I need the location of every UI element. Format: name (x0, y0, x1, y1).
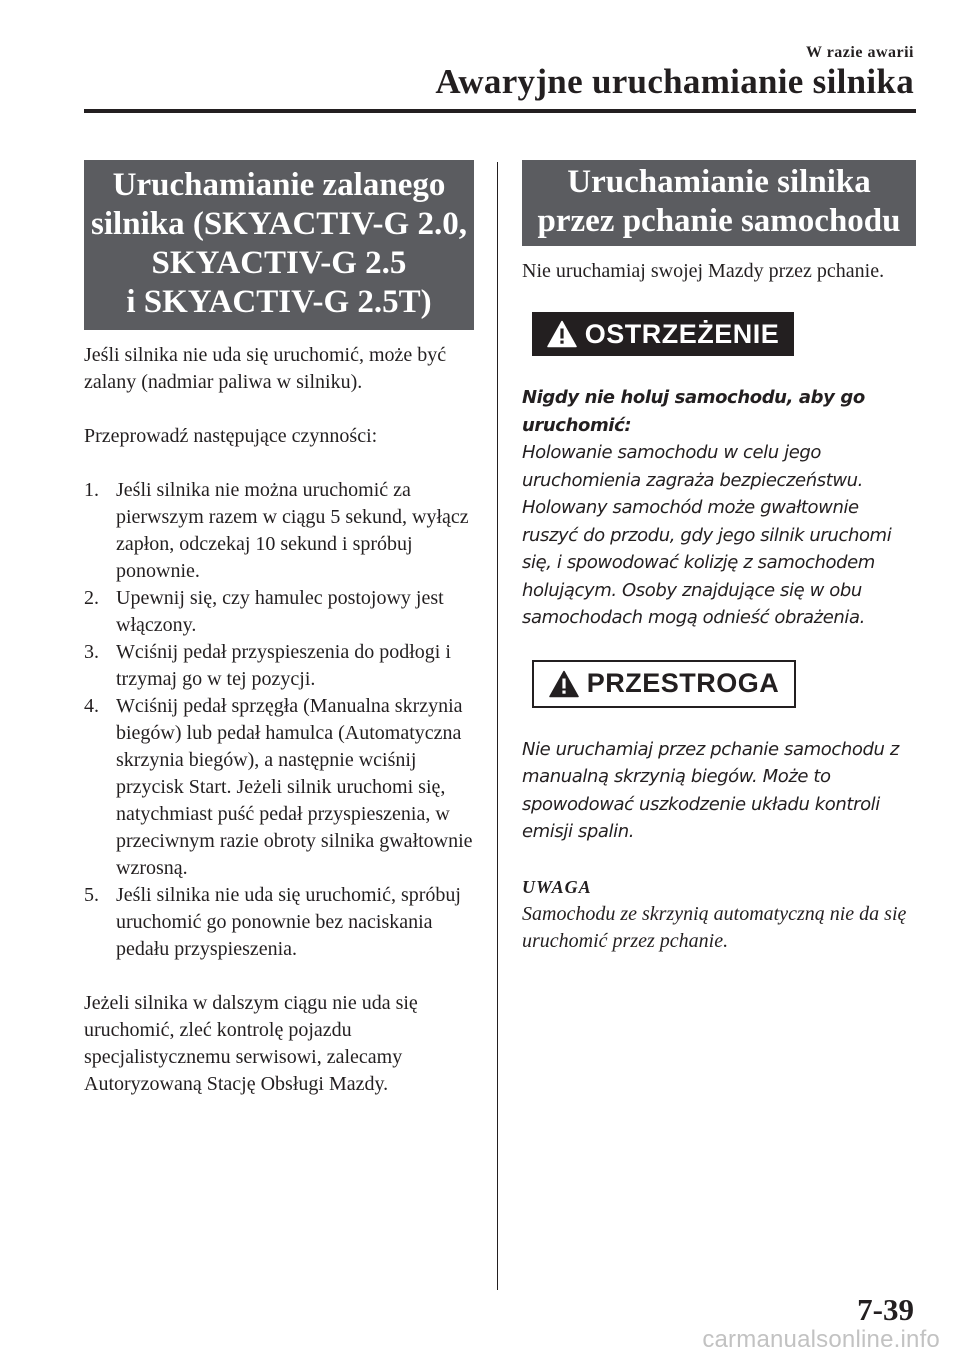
note-title: UWAGA (522, 876, 592, 897)
step-text: Wciśnij pedał przyspieszenia do podłogi i trzymaj go w tej pozycji. (116, 641, 451, 690)
warning-text-block (522, 384, 916, 632)
warning-body: Holowanie samochodu w celu jego uruchomienia zagraża bezpieczeństwu. Holowany samochód może gwałtownie ruszyć do przodu, gdy jego silnik uruchomi się, i spowodować kolizję z samochodem holującym. Osoby znajdujące się w obu samochodach mogą odnieść obrażenia. (522, 442, 892, 628)
page-number: 7-39 (857, 1292, 914, 1327)
closing-paragraph: Jeżeli silnika w dalszym ciągu nie uda się uruchomić, zleć kontrolę pojazdu specjalistycznemu serwisowi, zalecamy Autoryzowaną Stację Obsługi Mazdy. (84, 992, 418, 1095)
caution-body: Nie uruchamiaj przez pchanie samochodu z manualną skrzynią biegów. Może to spowodować uszkodzenie układu kontroli emisji spalin. (522, 738, 899, 842)
list-item (84, 585, 474, 639)
caution-label-box (532, 660, 796, 708)
warning-triangle-icon (549, 670, 579, 698)
warning-label: OSTRZEŻENIE (584, 318, 780, 349)
note-text: Samochodu ze skrzynią automatyczną nie da się uruchomić przez pchanie. (522, 902, 907, 952)
section-heading-flooded-engine (84, 160, 474, 330)
heading-line: silnika (SKYACTIV-G 2.0, (91, 206, 467, 242)
heading-line: przez pchanie samochodu (537, 203, 901, 239)
heading-line: Uruchamianie silnika (567, 164, 871, 200)
list-item (84, 639, 474, 693)
warning-triangle-icon (547, 320, 577, 348)
caution-label: PRZESTROGA (586, 668, 780, 698)
header-rule (84, 109, 916, 113)
right-column (522, 160, 916, 955)
column-divider (497, 162, 498, 1290)
step-text: Jeśli silnika nie można uruchomić za pierwszym razem w ciągu 5 sekund, wyłącz zapłon, odczekaj 10 sekund i spróbuj ponownie. (116, 479, 469, 582)
running-header-title: Awaryjne uruchamianie silnika (435, 62, 914, 101)
list-item (84, 693, 474, 882)
step-text: Upewnij się, czy hamulec postojowy jest włączony. (116, 587, 444, 636)
step-number: 2. (84, 587, 99, 609)
warning-label-box (532, 312, 794, 356)
running-header-section: W razie awarii (805, 44, 914, 61)
steps-list (84, 477, 474, 963)
heading-line: i SKYACTIV-G 2.5T) (126, 284, 432, 320)
step-number: 1. (84, 479, 99, 501)
lead-paragraph: Przeprowadź następujące czynności: (84, 425, 378, 447)
warning-heading: Nigdy nie holuj samochodu, aby go uruchomić: (522, 387, 865, 436)
step-number: 4. (84, 695, 99, 717)
list-item (84, 477, 474, 585)
list-item (84, 882, 474, 963)
intro-paragraph: Nie uruchamiaj swojej Mazdy przez pchanie. (522, 260, 885, 282)
heading-line: Uruchamianie zalanego (112, 167, 446, 203)
intro-paragraph: Jeśli silnika nie uda się uruchomić, może być zalany (nadmiar paliwa w silniku). (84, 344, 447, 393)
step-number: 3. (84, 641, 99, 663)
step-text: Wciśnij pedał sprzęgła (Manualna skrzynia biegów) lub pedał hamulca (Automatyczna skrzynia biegów), a następnie wciśnij przycisk Start. Jeżeli silnik uruchomi się, natychmiast puść pedał przyspieszenia, w przeciwnym razie obroty silnika gwałtownie wzrosną. (116, 695, 473, 879)
section-heading-push-start (522, 160, 916, 246)
heading-line: SKYACTIV-G 2.5 (151, 245, 407, 281)
left-column (84, 160, 474, 1125)
step-text: Jeśli silnika nie uda się uruchomić, spróbuj uruchomić go ponownie bez naciskania pedału przyspieszenia. (116, 884, 461, 960)
step-number: 5. (84, 884, 99, 906)
watermark-text: carmanualsonline.info (702, 1326, 940, 1353)
